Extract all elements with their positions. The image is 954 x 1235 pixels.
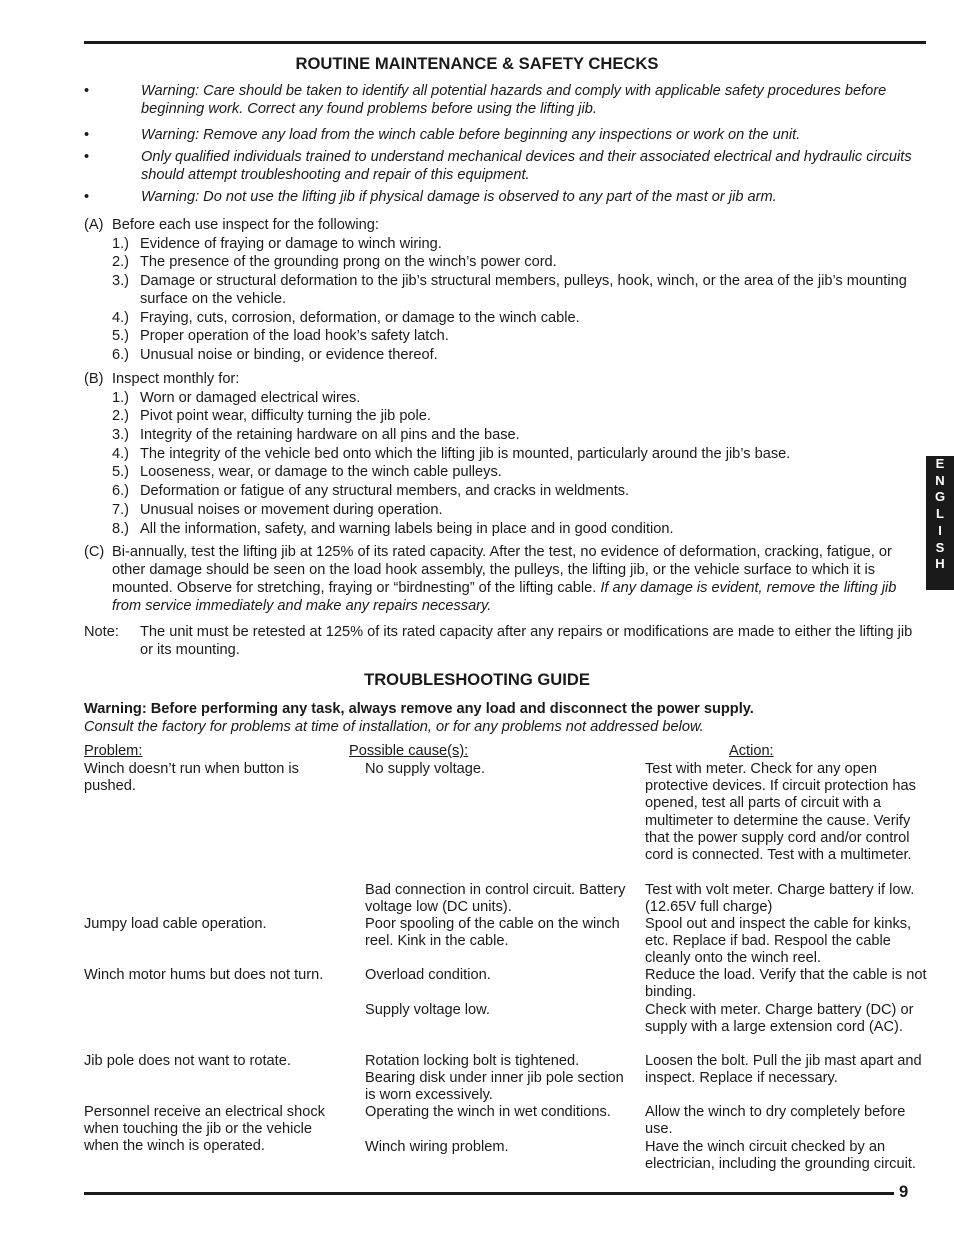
bullet-dot: • bbox=[84, 127, 90, 143]
item-text: Worn or damaged electrical wires. bbox=[140, 389, 361, 406]
item-number: 6.) bbox=[112, 347, 130, 364]
inspection-section-b bbox=[84, 370, 924, 538]
list-item bbox=[84, 445, 924, 463]
item-text: Unusual noises or movement during operation. bbox=[140, 501, 443, 518]
note bbox=[84, 623, 924, 659]
item-text: Damage or structural deformation to the jib’s structural members, pulleys, hook, winch, or the area of the jib’s mounting surface on the vehicle. bbox=[140, 273, 907, 308]
tab-letter: I bbox=[938, 522, 942, 538]
cause-cell: Poor spooling of the cable on the winch reel. Kink in the cable. bbox=[365, 916, 620, 950]
item-number: 2.) bbox=[112, 408, 130, 425]
list-item bbox=[84, 235, 924, 253]
inspection-section-a bbox=[84, 216, 924, 364]
section-c-text bbox=[84, 543, 924, 615]
item-number: 1.) bbox=[112, 235, 130, 252]
tab-letter: L bbox=[936, 506, 944, 522]
action-cell: Test with meter. Check for any open protective devices. If circuit protection has opened, test all parts of circuit with a multimeter to determine the cause. Verify that the power supply cord and/or control cord is connected. Test with a multimeter. bbox=[645, 761, 916, 864]
action-cell: Reduce the load. Verify that the cable is not binding. bbox=[645, 967, 927, 1001]
section-a-heading bbox=[84, 216, 924, 234]
item-text: Looseness, wear, or damage to the winch cable pulleys. bbox=[140, 464, 502, 481]
section-label: (C) bbox=[84, 544, 105, 560]
bullet-text: Only qualified individuals trained to understand mechanical devices and their associated electrical and hydraulic circuits should attempt troubleshooting and repair of this equipment. bbox=[141, 149, 912, 183]
page-number: 9 bbox=[899, 1182, 909, 1201]
problem-cell: Winch motor hums but does not turn. bbox=[84, 967, 324, 983]
cause-cell: Rotation locking bolt is tightened. Bearing disk under inner jib pole section is worn excessively. bbox=[365, 1053, 624, 1104]
action-cell: Check with meter. Charge battery (DC) or supply with a large extension cord (AC). bbox=[645, 1002, 914, 1036]
list-item bbox=[84, 501, 924, 519]
section-label: (B) bbox=[84, 371, 104, 387]
top-rule bbox=[84, 41, 926, 44]
item-text: The presence of the grounding prong on the winch’s power cord. bbox=[140, 254, 557, 271]
troubleshooting-warning: Warning: Before performing any task, always remove any load and disconnect the power supply. bbox=[84, 701, 754, 717]
item-text: The integrity of the vehicle bed onto which the lifting jib is mounted, particularly around the jib’s base. bbox=[140, 445, 791, 462]
list-item bbox=[84, 426, 924, 444]
language-tab bbox=[926, 456, 954, 590]
tab-letter: N bbox=[935, 472, 945, 488]
list-item bbox=[84, 346, 924, 364]
item-number: 4.) bbox=[112, 445, 130, 462]
bottom-rule bbox=[84, 1192, 894, 1195]
list-item bbox=[84, 327, 924, 345]
item-number: 3.) bbox=[112, 427, 130, 444]
bullet-dot: • bbox=[84, 83, 90, 99]
bullet-dot: • bbox=[84, 189, 90, 205]
note-text bbox=[84, 623, 924, 659]
header-problem: Problem: bbox=[84, 743, 143, 759]
problem-cell: Personnel receive an electrical shock when touching the jib or the vehicle when the winch is operated. bbox=[84, 1104, 325, 1155]
cause-cell: Bad connection in control circuit. Battery voltage low (DC units). bbox=[365, 882, 626, 916]
item-number: 3.) bbox=[112, 273, 130, 290]
note-body: The unit must be retested at 125% of its rated capacity after any repairs or modifications are made to either the lifting jib or its mounting. bbox=[140, 624, 913, 658]
list-item bbox=[84, 253, 924, 271]
item-number: 4.) bbox=[112, 309, 130, 326]
bullet-text: Warning: Care should be taken to identify all potential hazards and comply with applicable safety procedures before beginning work. Correct any found problems before using the lifting jib. bbox=[141, 83, 887, 117]
action-cell: Test with volt meter. Charge battery if low. (12.65V full charge) bbox=[645, 882, 915, 916]
item-text: Unusual noise or binding, or evidence thereof. bbox=[140, 347, 438, 364]
cause-cell: Operating the winch in wet conditions. bbox=[365, 1104, 611, 1120]
cause-cell: Winch wiring problem. bbox=[365, 1139, 509, 1155]
item-number: 5.) bbox=[112, 328, 130, 345]
bullet-dot: • bbox=[84, 149, 90, 165]
section-heading-text: Before each use inspect for the following: bbox=[112, 217, 379, 233]
section-title-troubleshooting: TROUBLESHOOTING GUIDE bbox=[364, 670, 590, 689]
item-text: All the information, safety, and warning labels being in place and in good condition. bbox=[140, 520, 674, 537]
item-text: Evidence of fraying or damage to winch wiring. bbox=[140, 235, 442, 252]
header-action: Action: bbox=[729, 743, 774, 759]
troubleshooting-consult: Consult the factory for problems at time of installation, or for any problems not addressed below. bbox=[84, 719, 704, 735]
item-number: 5.) bbox=[112, 464, 130, 481]
section-c-warning: If any damage is evident, remove the lifting jib from service immediately and make any repairs necessary. bbox=[112, 580, 897, 614]
section-b-heading bbox=[84, 370, 924, 388]
item-text: Fraying, cuts, corrosion, deformation, or damage to the winch cable. bbox=[140, 309, 580, 326]
item-number: 1.) bbox=[112, 389, 130, 406]
bullet-text: Warning: Remove any load from the winch cable before beginning any inspections or work on the unit. bbox=[141, 127, 801, 143]
cause-cell: Overload condition. bbox=[365, 967, 491, 983]
cause-cell: Supply voltage low. bbox=[365, 1002, 490, 1018]
item-number: 7.) bbox=[112, 501, 130, 518]
item-number: 2.) bbox=[112, 254, 130, 271]
list-item bbox=[84, 389, 924, 407]
item-text: Pivot point wear, difficulty turning the jib pole. bbox=[140, 408, 431, 425]
cause-cell: No supply voltage. bbox=[365, 761, 486, 777]
problem-cell: Jumpy load cable operation. bbox=[84, 916, 267, 932]
list-item bbox=[84, 407, 924, 425]
action-cell: Allow the winch to dry completely before use. bbox=[645, 1104, 906, 1138]
action-cell: Have the winch circuit checked by an electrician, including the grounding circuit. bbox=[645, 1139, 916, 1173]
problem-cell: Winch doesn’t run when button is pushed. bbox=[84, 761, 299, 795]
note-label: Note: bbox=[84, 624, 119, 640]
tab-letter: S bbox=[935, 539, 945, 555]
item-number: 6.) bbox=[112, 483, 130, 500]
list-item bbox=[84, 463, 924, 481]
section-heading-text: Inspect monthly for: bbox=[112, 371, 240, 387]
header-cause: Possible cause(s): bbox=[349, 743, 469, 759]
item-text: Integrity of the retaining hardware on all pins and the base. bbox=[140, 427, 520, 444]
item-text: Deformation or fatigue of any structural members, and cracks in weldments. bbox=[140, 483, 630, 500]
inspection-section-c bbox=[84, 543, 924, 615]
tab-letter: E bbox=[935, 456, 945, 471]
item-number: 8.) bbox=[112, 520, 130, 537]
list-item bbox=[84, 272, 924, 308]
item-text: Proper operation of the load hook’s safety latch. bbox=[140, 328, 449, 345]
section-label: (A) bbox=[84, 217, 104, 233]
bullet-text: Warning: Do not use the lifting jib if physical damage is observed to any part of the mast or jib arm. bbox=[141, 189, 777, 205]
problem-cell: Jib pole does not want to rotate. bbox=[84, 1053, 291, 1069]
tab-letter: G bbox=[934, 489, 946, 505]
tab-letter: H bbox=[935, 556, 945, 572]
list-item bbox=[84, 520, 924, 538]
section-c-body: Bi-annually, test the lifting jib at 125% of its rated capacity. After the test, no evidence of deformation, cracking, fatigue, or other damage should be seen on the load hook assembly, the pulleys, the lifting jib, or the vehicle surface to which it is mounted. Observe for stretching, fraying or “birdnesting” of the lifting cable. bbox=[112, 544, 892, 596]
action-cell: Loosen the bolt. Pull the jib mast apart and inspect. Replace if necessary. bbox=[645, 1053, 922, 1087]
list-item bbox=[84, 482, 924, 500]
list-item bbox=[84, 309, 924, 327]
action-cell: Spool out and inspect the cable for kinks, etc. Replace if bad. Respool the cable cleanly onto the winch reel. bbox=[645, 916, 912, 967]
section-title-maintenance: ROUTINE MAINTENANCE & SAFETY CHECKS bbox=[295, 54, 659, 73]
